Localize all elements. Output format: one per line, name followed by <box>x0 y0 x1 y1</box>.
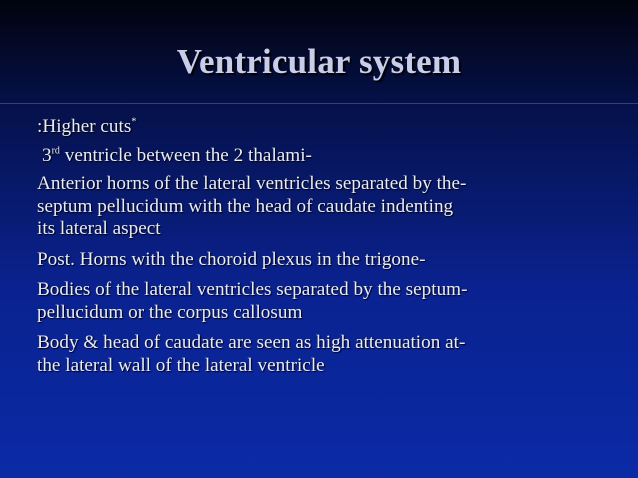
line-anterior-horns-1 <box>37 173 627 196</box>
line-dash: - <box>305 144 312 166</box>
line-dash: - <box>461 279 468 300</box>
ordinal-number: 3 <box>42 144 52 166</box>
slide-body <box>37 116 627 377</box>
line-caudate-1 <box>37 332 627 355</box>
line-caudate-2: the lateral wall of the lateral ventricle <box>37 354 325 376</box>
line-third-ventricle <box>37 145 627 168</box>
line-post-horns <box>37 249 627 272</box>
line-text: Post. Horns with the choroid plexus in the trigone <box>37 248 420 270</box>
line-dash: - <box>458 332 466 353</box>
line-text: ventricle between the 2 thalami <box>59 144 306 166</box>
title-container <box>0 40 638 84</box>
line-text: Anterior horns of the lateral ventricles separated by the <box>37 173 461 194</box>
line-higher-cuts <box>37 116 627 139</box>
line-text: Body & head of caudate are seen as high attenuation at <box>37 332 459 353</box>
line-text: :Higher cuts <box>37 116 132 137</box>
line-anterior-horns-2: septum pellucidum with the head of caudate indenting <box>37 195 454 217</box>
slide-title: Ventricular system <box>176 42 462 81</box>
title-divider <box>0 103 638 104</box>
asterisk: * <box>131 116 137 128</box>
line-dash: - <box>460 173 467 194</box>
line-text: Bodies of the lateral ventricles separated by the septum <box>37 279 462 300</box>
line-bodies-1 <box>37 279 627 302</box>
line-dash: - <box>419 248 426 270</box>
line-bodies-2: pellucidum or the corpus callosum <box>37 301 303 323</box>
line-anterior-horns-3: its lateral aspect <box>37 218 161 239</box>
ordinal-suffix: rd <box>51 145 60 157</box>
